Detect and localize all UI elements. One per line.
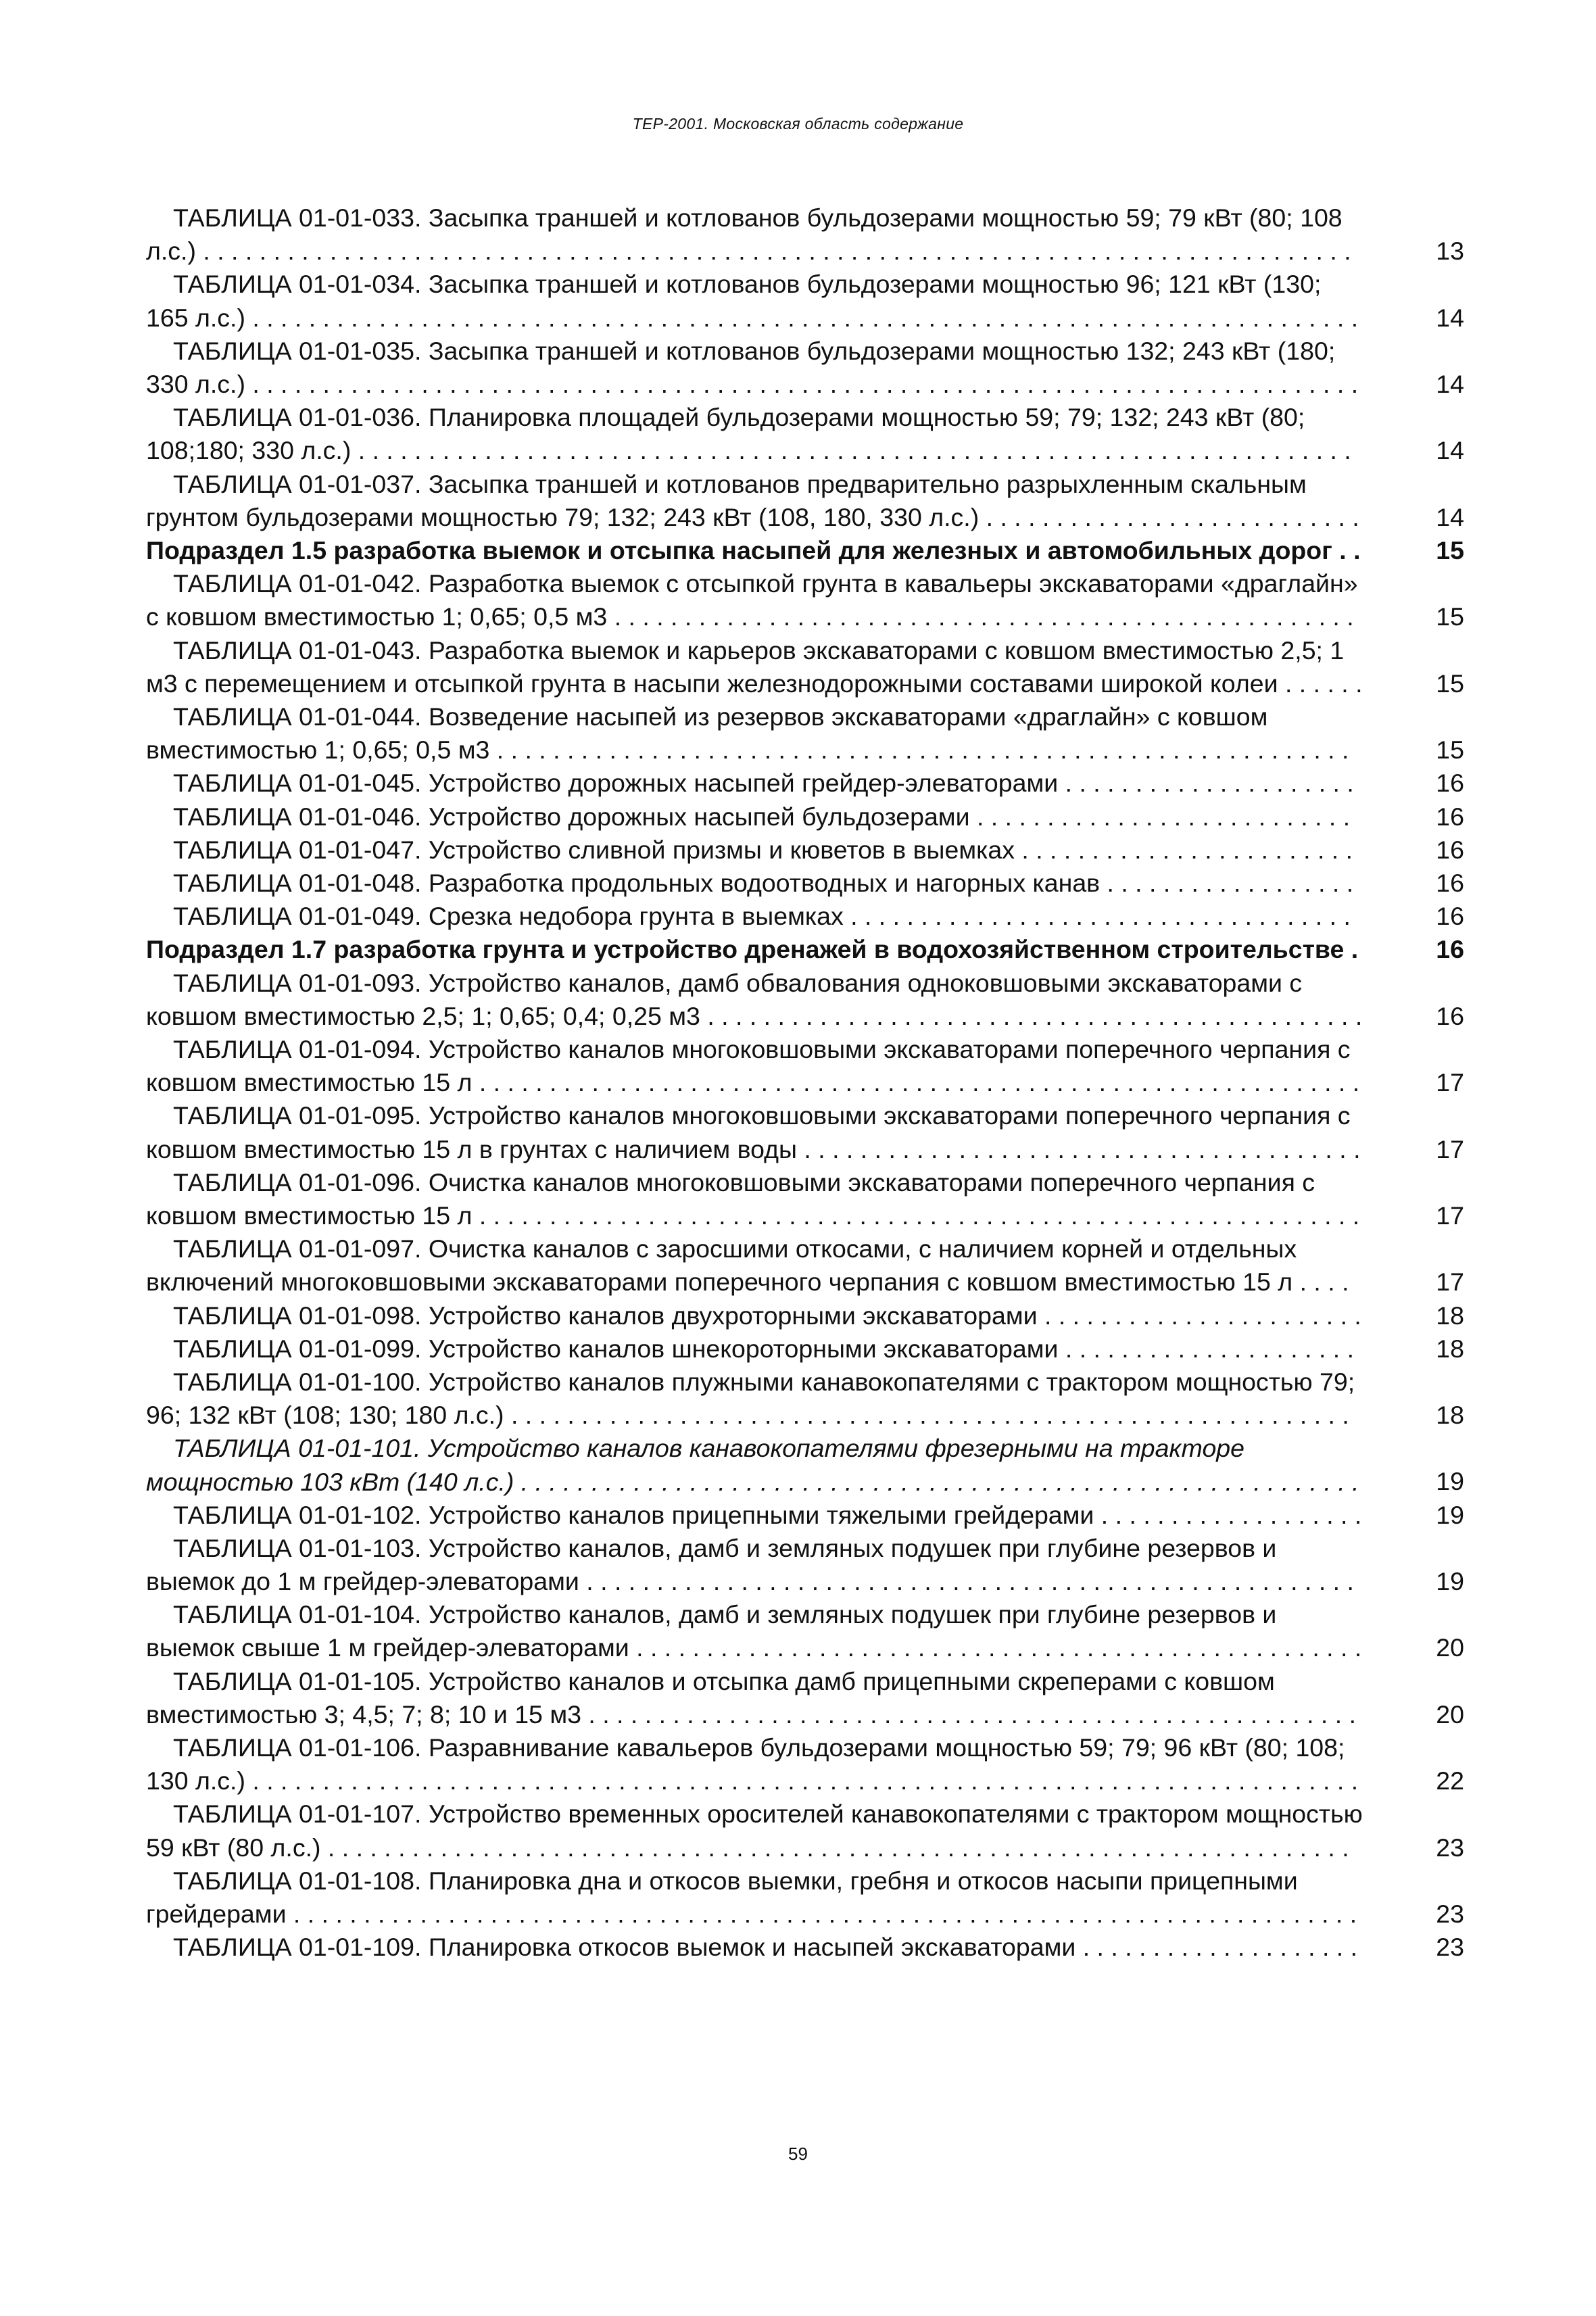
toc-entry-body [146, 767, 1363, 800]
toc-entry-page: 19 [1436, 1467, 1464, 1496]
toc-entry-body [146, 800, 1363, 834]
toc-entry-page: 23 [1436, 1900, 1464, 1929]
toc-entry-page: 16 [1436, 802, 1464, 831]
toc-entry[interactable] [146, 1432, 1464, 1498]
toc-entry[interactable] [146, 1532, 1464, 1598]
toc-entry-body [146, 1798, 1363, 1864]
toc-entry[interactable] [146, 1366, 1464, 1432]
toc-entry-body [146, 1665, 1363, 1731]
toc-entry[interactable] [146, 634, 1464, 700]
toc-entry-page: 16 [1436, 769, 1464, 798]
toc-entry-page: 19 [1436, 1567, 1464, 1596]
toc-entry-title: ТАБЛИЦА 01-01-097. Очистка каналов с заросшими откосами, с наличием корней и отдельных включений многоковшовыми экскаваторами поперечного черпания с ковшом вместимостью 15 л . . . [146, 1234, 1351, 1299]
toc-entry-title: ТАБЛИЦА 01-01-095. Устройство каналов многоковшовыми экскаваторами поперечного черпания с ковшом вместимостью 15 л в грунтах с наличием воды . . . [146, 1101, 1361, 1165]
toc-entry-page: 15 [1436, 535, 1464, 564]
toc-entry-title: ТАБЛИЦА 01-01-046. Устройство дорожных насыпей бульдозерами . . . [146, 802, 1351, 834]
toc-entry[interactable] [146, 335, 1464, 401]
toc-entry-body [146, 1864, 1363, 1931]
toc-entry-page: 23 [1436, 1833, 1464, 1862]
toc-entry-title: ТАБЛИЦА 01-01-098. Устройство каналов двухроторными экскаваторами . . . [146, 1301, 1361, 1332]
toc-entry-body [146, 867, 1363, 900]
toc-entry-page: 15 [1436, 669, 1464, 698]
toc-entry-body [146, 1499, 1363, 1532]
toc-entry-title: ТАБЛИЦА 01-01-042. Разработка выемок с отсыпкой грунта в кавальеры экскаваторами «драглайн» с ковшом вместимостью 1; 0,65; 0,5 м3 . . . [146, 569, 1358, 633]
toc-entry-body [146, 1166, 1363, 1232]
toc-entry-body [146, 1598, 1363, 1664]
toc-entry[interactable] [146, 800, 1464, 834]
toc-entry-body [146, 534, 1363, 567]
toc-entry[interactable] [146, 834, 1464, 867]
toc-entry-page: 18 [1436, 1334, 1464, 1363]
toc-entry-body [146, 335, 1363, 401]
toc-entry-page: 14 [1436, 502, 1464, 531]
toc-entry-title: ТАБЛИЦА 01-01-096. Очистка каналов многоковшовыми экскаваторами поперечного черпания с ковшом вместимостью 15 л . . . [146, 1168, 1359, 1232]
toc-entry[interactable] [146, 767, 1464, 800]
toc-entry-page: 16 [1436, 835, 1464, 864]
toc-entry-body [146, 1366, 1363, 1432]
toc-entry-title: ТАБЛИЦА 01-01-104. Устройство каналов, дамб и земляных подушек при глубине резервов и выемок свыше 1 м грейдер-элеваторами . . . [146, 1600, 1361, 1664]
toc-entry-title: ТАБЛИЦА 01-01-048. Разработка продольных водоотводных и нагорных канав . . . [146, 869, 1353, 900]
toc-entry-body [146, 201, 1363, 268]
toc-entry-page: 20 [1436, 1699, 1464, 1729]
toc-entry-title: ТАБЛИЦА 01-01-094. Устройство каналов многоковшовыми экскаваторами поперечного черпания с ковшом вместимостью 15 л . . . [146, 1035, 1359, 1099]
toc-entry[interactable] [146, 1864, 1464, 1931]
toc-entry-body [146, 268, 1363, 334]
toc-entry-title: ТАБЛИЦА 01-01-106. Разравнивание кавальеров бульдозерами мощностью 59; 79; 96 кВт (80; 108; 130 л.с.) . . . [146, 1733, 1358, 1798]
toc-entry[interactable] [146, 1232, 1464, 1299]
toc-entry-title: ТАБЛИЦА 01-01-105. Устройство каналов и отсыпка дамб прицепными скреперами с ковшом вместимостью 3; 4,5; 7; 8; 10 и 15 м3 . . . [146, 1667, 1356, 1731]
toc-entry-body [146, 834, 1363, 867]
toc-entry-title: ТАБЛИЦА 01-01-102. Устройство каналов прицепными тяжелыми грейдерами . . . [146, 1501, 1361, 1532]
toc-entry-title: ТАБЛИЦА 01-01-044. Возведение насыпей из резервов экскаваторами «драглайн» с ковшом вместимостью 1; 0,65; 0,5 м3 . . . [146, 702, 1351, 767]
toc-entry[interactable] [146, 1931, 1464, 1964]
table-of-contents [146, 201, 1464, 1964]
toc-entry-title: ТАБЛИЦА 01-01-101. Устройство каналов канавокопателями фрезерными на тракторе мощностью 103 кВт (140 л.с.) . . . [146, 1434, 1359, 1498]
toc-entry-title: ТАБЛИЦА 01-01-093. Устройство каналов, дамб обвалования одноковшовыми экскаваторами с ковшом вместимостью 2,5; 1; 0,65; 0,4; 0,25 м3 . . . [146, 969, 1362, 1033]
toc-entry-body [146, 1432, 1363, 1498]
toc-entry-title: Подраздел 1.7 разработка грунта и устройство дренажей в водохозяйственном строительстве . . . [146, 935, 1358, 966]
toc-entry-title: ТАБЛИЦА 01-01-036. Планировка площадей бульдозерами мощностью 59; 79; 132; 243 кВт (80; 108;180; 330 л.с.) . . . [146, 403, 1351, 467]
toc-entry-body [146, 1931, 1363, 1964]
toc-entry-title: ТАБЛИЦА 01-01-047. Устройство сливной призмы и кюветов в выемках . . . [146, 836, 1353, 867]
toc-entry-body [146, 1731, 1363, 1798]
toc-entry-title: ТАБЛИЦА 01-01-035. Засыпка траншей и котлованов бульдозерами мощностью 132; 243 кВт (180; 330 л.с.) . . . [146, 337, 1358, 401]
toc-entry-page: 14 [1436, 303, 1464, 332]
toc-entry-page: 14 [1436, 436, 1464, 465]
toc-entry-page: 20 [1436, 1633, 1464, 1662]
toc-entry[interactable] [146, 567, 1464, 633]
toc-entry[interactable] [146, 1798, 1464, 1864]
toc-entry-title: ТАБЛИЦА 01-01-108. Планировка дна и откосов выемки, гребня и откосов насыпи прицепными грейдерами . . . [146, 1866, 1357, 1931]
toc-entry-body [146, 1299, 1363, 1332]
toc-entry-page: 16 [1436, 935, 1464, 964]
toc-entry-page: 17 [1436, 1134, 1464, 1163]
toc-entry-page: 16 [1436, 1001, 1464, 1030]
toc-entry-page: 15 [1436, 735, 1464, 765]
toc-entry-page: 17 [1436, 1068, 1464, 1097]
toc-entry-title: ТАБЛИЦА 01-01-109. Планировка откосов выемок и насыпей экскаваторами . . . [146, 1933, 1357, 1964]
toc-entry-title: ТАБЛИЦА 01-01-043. Разработка выемок и карьеров экскаваторами с ковшом вместимостью 2,5; 1 м3 с перемещением и отсыпкой грунта в насыпи железнодорожными составами широкой колеи . . . [146, 636, 1363, 700]
toc-entry-title: ТАБЛИЦА 01-01-034. Засыпка траншей и котлованов бульдозерами мощностью 96; 121 кВт (130; 165 л.с.) . . . [146, 270, 1358, 334]
toc-entry-page: 22 [1436, 1766, 1464, 1795]
toc-entry-title: Подраздел 1.5 разработка выемок и отсыпка насыпей для железных и автомобильных дорог . . . [146, 536, 1361, 567]
toc-entry[interactable] [146, 468, 1464, 534]
toc-entry[interactable] [146, 201, 1464, 268]
toc-entry-body [146, 634, 1363, 700]
toc-entry[interactable] [146, 1731, 1464, 1798]
toc-entry[interactable] [146, 1499, 1464, 1532]
toc-entry-page: 19 [1436, 1500, 1464, 1529]
toc-entry[interactable] [146, 1665, 1464, 1731]
toc-entry-page: 16 [1436, 868, 1464, 897]
toc-entry[interactable] [146, 900, 1464, 933]
toc-entry-page: 14 [1436, 369, 1464, 398]
toc-entry-title: ТАБЛИЦА 01-01-103. Устройство каналов, дамб и земляных подушек при глубине резервов и выемок до 1 м грейдер-элеваторами . . . [146, 1534, 1354, 1598]
toc-entry-title: ТАБЛИЦА 01-01-100. Устройство каналов плужными канавокопателями с трактором мощностью 79; 96; 132 кВт (108; 130; 180 л.с.) . . . [146, 1368, 1355, 1432]
toc-entry-body [146, 967, 1363, 1033]
toc-entry-body [146, 1099, 1363, 1165]
toc-section-entry[interactable] [146, 933, 1464, 966]
toc-entry-body [146, 1232, 1363, 1299]
toc-entry-body [146, 567, 1363, 633]
toc-entry-page: 18 [1436, 1301, 1464, 1330]
toc-entry-title: ТАБЛИЦА 01-01-033. Засыпка траншей и котлованов бульдозерами мощностью 59; 79 кВт (80; 108 л.с.) . . . [146, 203, 1351, 268]
toc-entry-body [146, 700, 1363, 767]
page-number: 59 [788, 2144, 808, 2164]
toc-entry[interactable] [146, 268, 1464, 334]
toc-entry-page: 17 [1436, 1268, 1464, 1297]
toc-entry-body [146, 1532, 1363, 1598]
toc-entry-page: 16 [1436, 902, 1464, 931]
toc-entry[interactable] [146, 700, 1464, 767]
toc-entry-page: 23 [1436, 1933, 1464, 1962]
toc-entry-title: ТАБЛИЦА 01-01-037. Засыпка траншей и котлованов предварительно разрыхленным скальным грунтом бульдозерами мощностью 79; 132; 243 кВт (108, 180, 330 л.с.) . . . [146, 470, 1359, 534]
toc-entry-page: 15 [1436, 602, 1464, 631]
toc-entry-body [146, 1033, 1363, 1099]
toc-entry-body [146, 900, 1363, 933]
running-header: ТЕР-2001. Московская область содержание [632, 115, 964, 132]
toc-entry-title: ТАБЛИЦА 01-01-045. Устройство дорожных насыпей грейдер-элеваторами . . . [146, 769, 1354, 800]
toc-entry[interactable] [146, 1099, 1464, 1165]
toc-entry-page: 17 [1436, 1201, 1464, 1230]
toc-entry[interactable] [146, 1332, 1464, 1366]
toc-entry[interactable] [146, 1299, 1464, 1332]
toc-entry-body [146, 933, 1363, 966]
toc-entry[interactable] [146, 401, 1464, 467]
toc-entry[interactable] [146, 1166, 1464, 1232]
toc-entry-page: 13 [1436, 237, 1464, 266]
toc-section-entry[interactable] [146, 534, 1464, 567]
toc-entry-body [146, 1332, 1363, 1366]
toc-entry-title: ТАБЛИЦА 01-01-099. Устройство каналов шнекороторными экскаваторами . . . [146, 1334, 1354, 1366]
toc-entry-body [146, 468, 1363, 534]
toc-entry[interactable] [146, 967, 1464, 1033]
toc-entry[interactable] [146, 867, 1464, 900]
toc-entry-page: 18 [1436, 1401, 1464, 1430]
toc-entry-title: ТАБЛИЦА 01-01-049. Срезка недобора грунта в выемках . . . [146, 902, 1351, 933]
toc-entry-title: ТАБЛИЦА 01-01-107. Устройство временных оросителей канавокопателями с трактором мощностью 59 кВт (80 л.с.) . . . [146, 1800, 1363, 1864]
toc-entry[interactable] [146, 1598, 1464, 1664]
toc-entry-body [146, 401, 1363, 467]
toc-entry[interactable] [146, 1033, 1464, 1099]
